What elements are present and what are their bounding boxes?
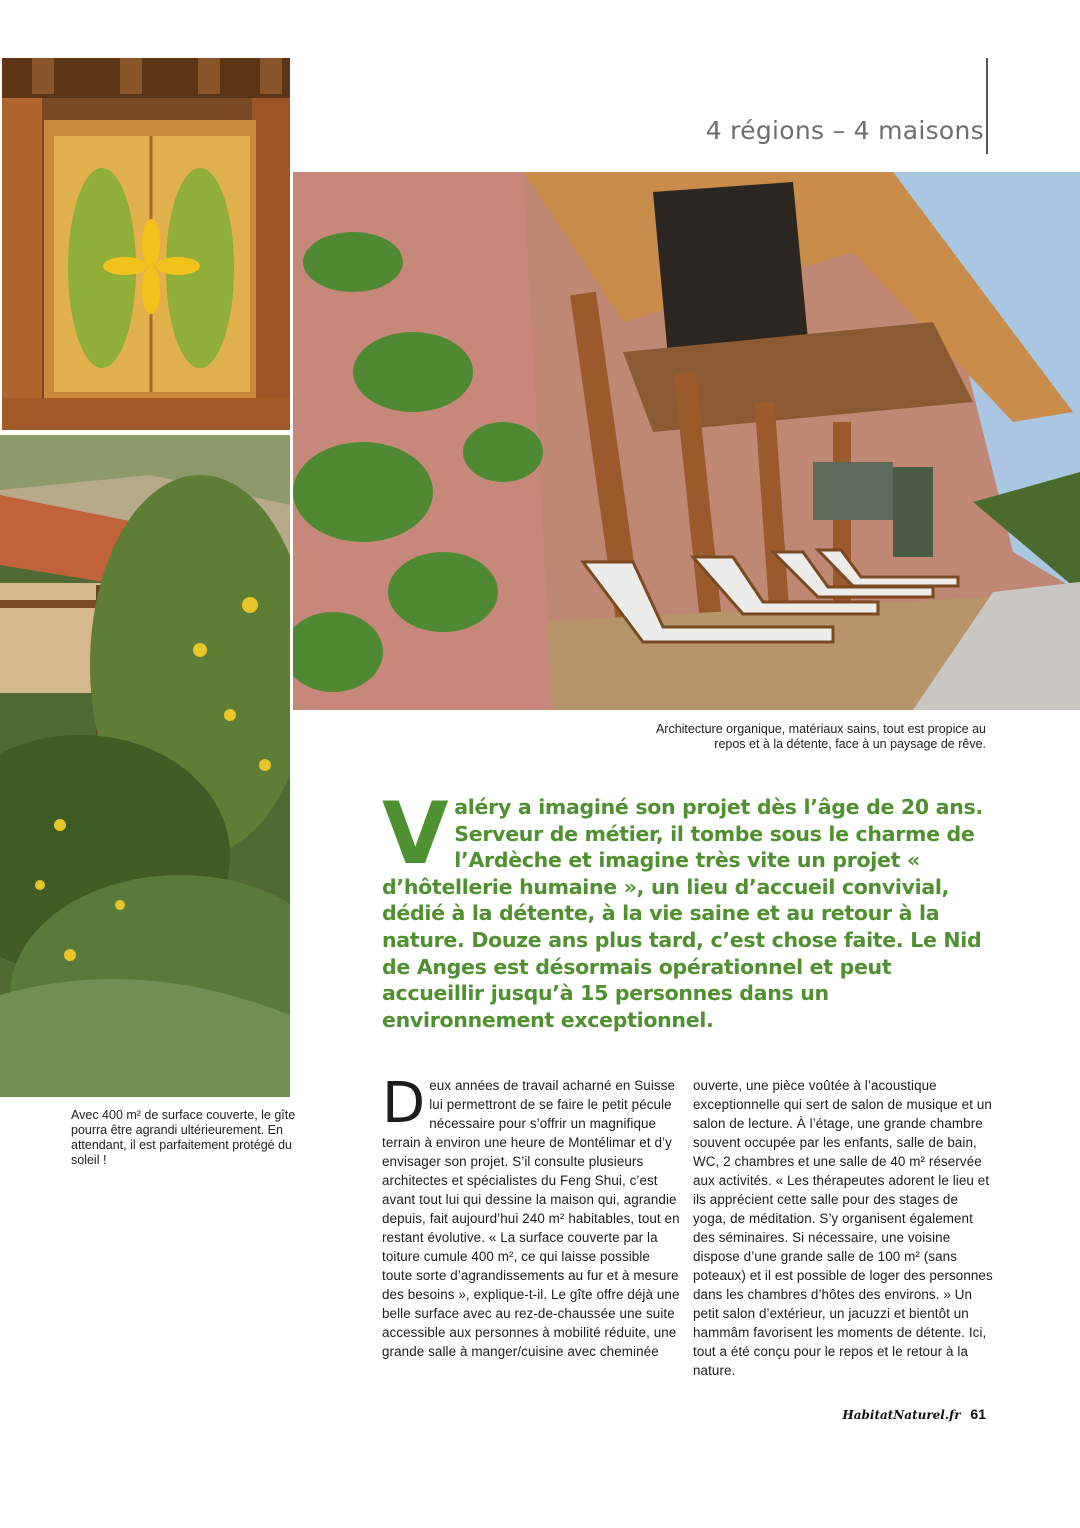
body-column-1-text: eux années de travail acharné en Suisse lui permettront de se faire le petit pécule nécessaire pour s’offrir un magnifique terrain à environ une heure de Montélimar et d’y envisager son projet. S’il consulte plusieurs architectes et spécialistes du Feng Shui, c’est avant tout lui qui dessine la maison qui, agrandie depuis, fait aujourd’hui 240 m² habitables, tout en restant évolutive. « La surface couverte par la toiture cumule 400 m², ce qui laisse possible toute sorte d’agrandissements au fur et à mesure des besoins », explique-t-il. Le gîte offre déjà une belle surface avec au rez-de-chaussée une suite accessible aux personnes à mobilité réduite, une grande salle à manger/cuisine avec cheminée bbox=[382, 1078, 680, 1359]
page-footer bbox=[842, 1406, 986, 1422]
garden-photo-caption: Avec 400 m² de surface couverte, le gîte pourra être agrandi ultérieurement. En attendant, il est parfaitement protégé du soleil ! bbox=[71, 1108, 296, 1167]
page-number: 61 bbox=[970, 1406, 986, 1422]
lead-dropcap: V bbox=[382, 784, 449, 884]
section-title: 4 régions – 4 maisons bbox=[705, 116, 984, 145]
body-column-1 bbox=[382, 1071, 682, 1361]
door-photo bbox=[2, 58, 290, 430]
header-rule bbox=[986, 58, 988, 154]
body-column-2: ouverte, une pièce voûtée à l’acoustique exceptionnelle qui sert de salon de musique et un salon de lecture. À l’étage, une grande chambre souvent occupée par les enfants, salle de bain, WC, 2 chambres et une salle de 40 m² réservée aux activités. « Les thérapeutes adorent le lieu et ils apprécient cette salle pour des stages de yoga, de méditation. S’y organisent également des séminaires. Si nécessaire, une voisine dispose d’une grande salle de 100 m² (sans poteaux) et il est possible de loger des personnes dans les chambres d’hôtes des environs. » Un petit salon d’extérieur, un jacuzzi et bientôt un hammâm favorisent les moments de détente. Ici, tout a été conçu pour le repos et le retour à la nature. bbox=[693, 1078, 993, 1378]
garden-photo bbox=[0, 435, 290, 1097]
house-photo bbox=[293, 172, 1080, 710]
footer-brand: HabitatNaturel.fr bbox=[842, 1408, 961, 1422]
body-dropcap: D bbox=[382, 1071, 426, 1136]
lead-paragraph bbox=[382, 784, 992, 1033]
house-photo-caption: Architecture organique, matériaux sains, tout est propice au repos et à la détente, face à un paysage de rêve. bbox=[655, 722, 986, 751]
lead-text: aléry a imaginé son projet dès l’âge de 20 ans. Serveur de métier, il tombe sous le charme de l’Ardèche et imagine très vite un projet « d’hôtellerie humaine », un lieu d’accueil convivial, dédié à la détente, à la vie saine et au retour à la nature. Douze ans plus tard, c’est chose faite. Le Nid de Anges est désormais opérationnel et peut accueillir jusqu’à 15 personnes dans un environnement exceptionnel. bbox=[382, 795, 983, 1032]
